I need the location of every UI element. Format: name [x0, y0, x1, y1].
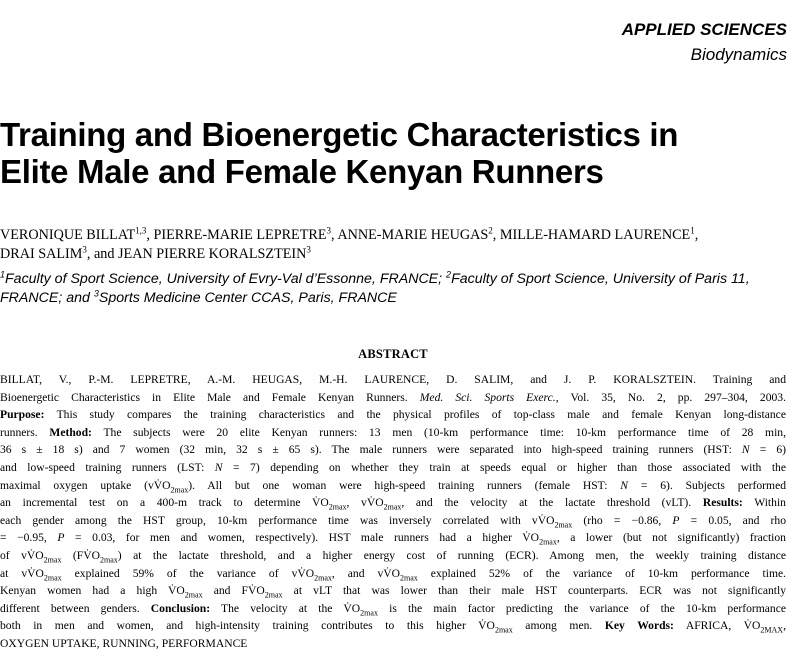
affiliation-text: Faculty of Sport Science, University of Evry-Val d’Essonne, FRANCE;: [5, 271, 443, 287]
method-text: , vV̇O: [346, 496, 384, 510]
affiliations: [0, 270, 800, 308]
purpose-text: This study compares the training characteristics and the physical profiles of top-class male and female Kenyan long-distance: [56, 408, 786, 422]
results-text: Within: [754, 496, 786, 510]
subscript: 2max: [264, 590, 283, 600]
symbol-p: P: [57, 531, 65, 545]
method-text: 36 s ± 18 s) and 7 women (32 min, 32 s ± 65 s). The male runners were separated into high-speed training runners (HST:: [0, 443, 732, 457]
method-text: = 7) depending on whether they train at speeds equal or higher than those associated with the: [233, 460, 786, 474]
keywords-text: OXYGEN UPTAKE, RUNNING, PERFORMANCE: [0, 636, 248, 650]
affil-marker: 3: [93, 288, 99, 299]
results-text: and FV̇O: [213, 584, 265, 598]
author-affil-marker: 3: [82, 244, 87, 255]
conclusion-text: is the main factor predicting the variance of the 10-km performance: [389, 601, 787, 615]
abstract-line: [0, 617, 786, 635]
abstract-line: [0, 582, 786, 600]
results-text: at vLT that was lower than their male HST counterparts. ECR was not significantly: [293, 584, 787, 598]
method-text: The subjects were 20 elite Kenyan runners: 13 men (10-km performance time: 10-km performance time of 28 min,: [103, 425, 786, 439]
results-text: different between genders.: [0, 601, 140, 615]
subscript: 2max: [43, 555, 62, 565]
author-name: PIERRE-MARIE LEPRETRE: [153, 227, 327, 243]
results-text: explained 52% of the variance of 10-km performance time.: [430, 566, 787, 580]
author-affil-marker: 2: [488, 225, 493, 236]
results-text: at vV̇O: [0, 566, 44, 580]
results-text: (rho = −0.86,: [583, 513, 662, 527]
method-text: ). All but one woman were high-speed training runners (female HST:: [188, 478, 608, 492]
purpose-text: runners.: [0, 425, 38, 439]
subscript: 2max: [383, 502, 402, 512]
abstract-line: [0, 547, 786, 565]
abstract-line: [0, 635, 786, 653]
results-text: each gender among the HST group, 10-km performance time was inversely correlated with vV̇O: [0, 513, 555, 527]
conclusion-text: among men.: [525, 619, 593, 633]
abstract-line: [0, 600, 786, 618]
author-list: VERONIQUE BILLAT$^{1,3}$, PIERRE-MARIE LEPRETRE$^3$, ANNE-MARIE HEUGAS$^2$, MILLE-HAMARD LAURENCE$^1$, DRAI SALIM$^3$, and JEAN PIERRE KORALSZTEIN$^3$: [0, 225, 699, 262]
abstract-line: [0, 477, 786, 495]
subscript: 2max: [494, 625, 513, 635]
author-name: MILLE-HAMARD LAURENCE: [499, 227, 691, 243]
keywords-text: ,: [783, 619, 786, 633]
citation-title: Bioenergetic Characteristics in Elite Male and Female Kenyan Runners.: [0, 390, 408, 404]
method-text: an incremental test on a 400-m track to determine V̇O: [0, 496, 329, 510]
abstract-line: [0, 494, 786, 512]
author-name: DRAI SALIM: [0, 246, 83, 262]
subscript: 2max: [554, 520, 573, 530]
abstract-line: [0, 389, 786, 407]
author-name: VERONIQUE BILLAT: [0, 227, 136, 243]
symbol-n: N: [741, 443, 750, 457]
author-name: ANNE-MARIE HEUGAS: [337, 227, 489, 243]
article-title: [0, 116, 800, 190]
method-label: Method:: [49, 425, 92, 439]
citation-volume: , Vol. 35, No. 2, pp. 297–304, 2003.: [555, 390, 786, 404]
conclusion-label: Conclusion:: [150, 601, 211, 615]
method-text: and low-speed training runners (LST:: [0, 460, 205, 474]
subscript: 2max: [43, 572, 62, 582]
subscript: 2MAX: [760, 625, 784, 635]
results-label: Results:: [702, 496, 743, 510]
citation-authors: BILLAT, V., P.-M. LEPRETRE, A.-M. HEUGAS, M.-H. LAURENCE, D. SALIM, and J. P. KORALSZTEIN. Training and: [0, 373, 786, 386]
results-text: Kenyan women had a high V̇O: [0, 584, 185, 598]
abstract-line: [0, 512, 786, 530]
results-text: of vV̇O: [0, 548, 44, 562]
abstract-line: [0, 529, 786, 547]
abstract-heading: ABSTRACT: [358, 347, 428, 361]
subscript: 2max: [99, 555, 118, 565]
results-text: ) at the lactate threshold, and a higher energy cost of running (ECR). Among men, the weekly training distance: [117, 548, 786, 562]
author-affil-marker: 1: [690, 225, 695, 236]
method-text: = 6): [759, 443, 786, 457]
subscript: 2max: [539, 537, 557, 547]
abstract-body: [0, 371, 786, 653]
subscript: 2max: [328, 502, 347, 512]
section-title: APPLIED SCIENCES: [621, 20, 787, 39]
results-text: , a lower (but not significantly) fraction: [556, 531, 786, 545]
purpose-label: Purpose:: [0, 408, 45, 422]
abstract-line: [0, 565, 786, 583]
abstract-line: [0, 424, 786, 442]
method-text: maximal oxygen uptake (vV̇O: [0, 478, 171, 492]
author-affil-marker: 1,3: [135, 225, 147, 236]
abstract-line: [0, 459, 786, 477]
conclusion-text: The velocity at the V̇O: [221, 601, 361, 615]
results-text: = 0.03, for men and women, respectively). HST male runners had a higher V̇O: [75, 531, 540, 545]
keywords-label: Key Words:: [604, 619, 674, 633]
journal-section-header: [622, 18, 787, 68]
results-text: = 0.05, and rho: [690, 513, 787, 527]
affil-marker: 2: [446, 269, 452, 280]
affiliation-text: FRANCE; and: [0, 290, 90, 306]
results-text: = −0.95,: [0, 531, 47, 545]
author-affil-marker: 3: [326, 225, 332, 236]
author-conjunction: and: [93, 246, 115, 262]
article-title-line: Training and Bioenergetic Characteristics in: [0, 116, 679, 153]
affiliation-text: Sports Medicine Center CCAS, Paris, FRANCE: [98, 290, 397, 306]
keywords-text: AFRICA, V̇O: [685, 619, 761, 633]
abstract-line: [0, 371, 786, 389]
affiliation-text: Faculty of Sport Science, University of Paris 11,: [451, 271, 750, 287]
symbol-p: P: [672, 513, 680, 527]
author-name: JEAN PIERRE KORALSZTEIN: [118, 246, 307, 262]
results-text: explained 59% of the variance of vV̇O: [74, 566, 315, 580]
author-affil-marker: 3: [306, 244, 311, 255]
abstract-line: [0, 441, 786, 459]
symbol-n: N: [214, 460, 223, 474]
results-text: , and vV̇O: [331, 566, 401, 580]
results-text: (FV̇O: [72, 548, 100, 562]
abstract-line: [0, 406, 786, 424]
symbol-n: N: [620, 478, 628, 492]
subscript: 2max: [360, 608, 378, 618]
subscript: 2max: [184, 590, 203, 600]
article-title-line: Elite Male and Female Kenyan Runners: [0, 153, 604, 190]
conclusion-text: both in men and women, and high-intensity training contributes to this higher V̇O: [0, 619, 495, 633]
section-subtitle: Biodynamics: [690, 45, 787, 64]
method-text: , and the velocity at the lactate threshold (vLT).: [401, 496, 692, 510]
method-text: = 6). Subjects performed: [640, 478, 787, 492]
affil-marker: 1: [0, 269, 6, 280]
subscript: 2max: [400, 572, 418, 582]
citation-journal: Med. Sci. Sports Exerc.: [419, 390, 556, 404]
subscript: 2max: [314, 572, 332, 582]
subscript: 2max: [170, 484, 189, 494]
